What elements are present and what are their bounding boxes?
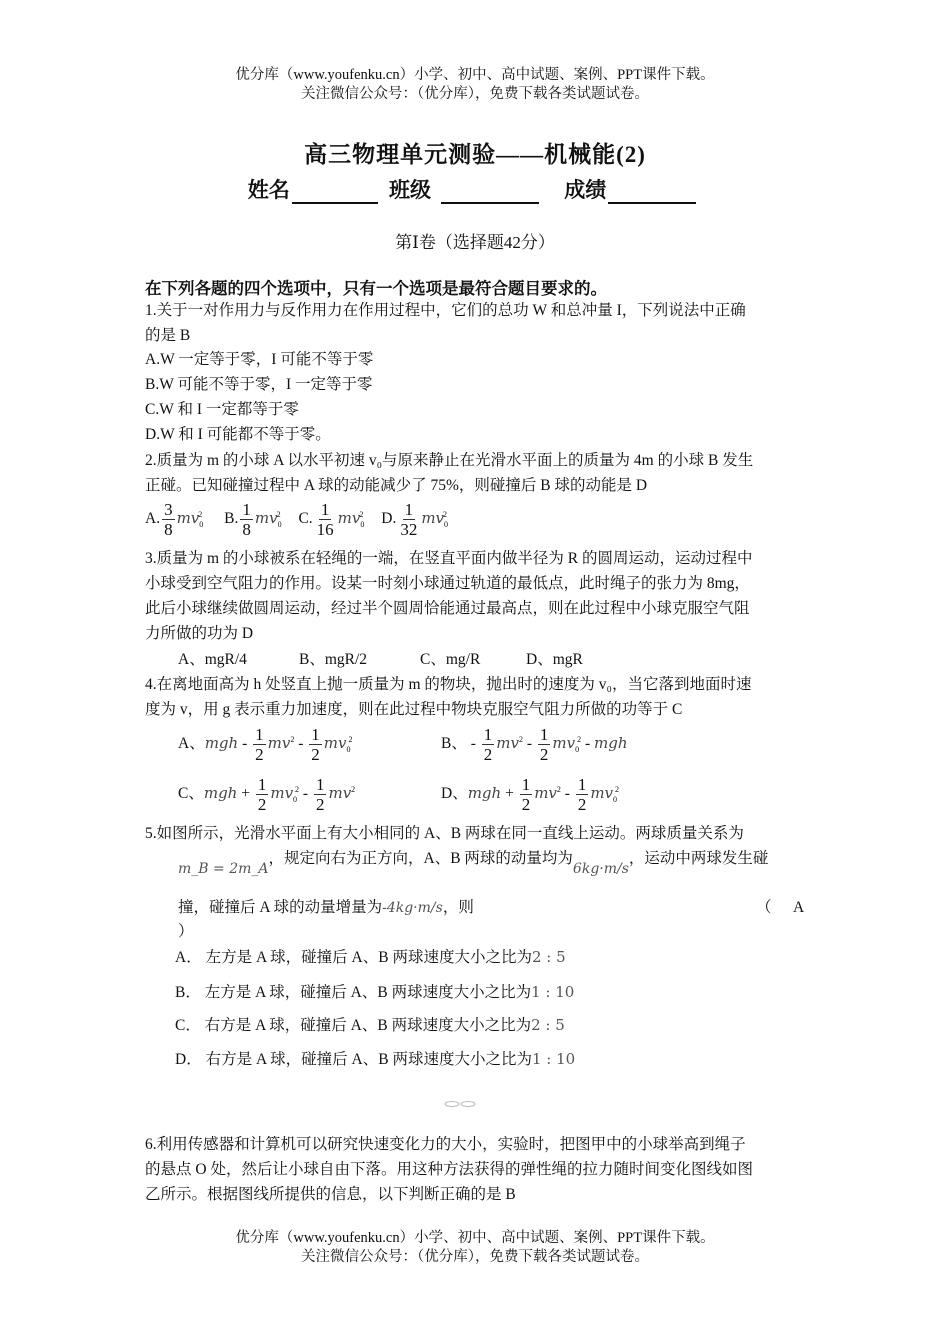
q6-stem-3: 乙所示。根据图线所提供的信息，以下判断正确的是 B bbox=[145, 1186, 516, 1203]
q4-option-c: C、mgh + $\frac{1}{2}$ $mv_0^2$ - $\frac{1}{2}$ $mv^2$ bbox=[178, 775, 356, 814]
score-blank bbox=[608, 180, 696, 204]
instruction: 在下列各题的四个选项中，只有一个选项是最符合题目要求的。 bbox=[145, 279, 607, 298]
q3-option-b: B、mgR/2 bbox=[299, 651, 368, 668]
q3-stem-4: 力所做的功为 D bbox=[145, 625, 254, 642]
q3-option-a: A、mgR/4 bbox=[178, 651, 247, 668]
class-blank bbox=[441, 180, 539, 204]
q5-momentum: 6kg·m/s bbox=[572, 861, 629, 877]
footer-line-1: 优分库（www.youfenku.cn）小学、初中、高中试题、案例、PPT课件下载。 bbox=[235, 1230, 715, 1246]
name-row bbox=[0, 174, 950, 204]
q1-option-b: B.W 可能不等于零，I 一定等于零 bbox=[145, 376, 373, 393]
q3-option-d: D、mgR bbox=[526, 651, 583, 668]
q2-options bbox=[145, 500, 447, 539]
q4-option-d: D、mgh + $\frac{1}{2}$ $mv^2$ - $\frac{1}{2}$ $mv_0^2$ bbox=[441, 775, 620, 814]
q2-stem-1: 2.质量为 m 的小球 A 以水平初速 v₀与原来静止在光滑水平面上的质量为 4m 的小球 B 发生 bbox=[145, 452, 754, 469]
q2-option-d: D. $\frac{1}{32}$ $mv_0^2$ bbox=[381, 500, 449, 539]
volume-heading: 第Ⅰ卷（选择题42分） bbox=[395, 233, 555, 252]
q5-option-c: C． 右方是 A 球，碰撞后 A、B 两球速度大小之比为2 : 5 bbox=[175, 1016, 565, 1034]
header-line-2: 关注微信公众号：（优分库），免费下载各类试题试卷。 bbox=[301, 86, 649, 102]
q5-mass-relation: m_B = 2m_A bbox=[178, 861, 269, 877]
q5-option-a: A． 左方是 A 球，碰撞后 A、B 两球速度大小之比为2 : 5 bbox=[175, 948, 566, 966]
footer-line-2: 关注微信公众号：（优分库），免费下载各类试题试卷。 bbox=[301, 1249, 649, 1265]
q3-stem-1: 3.质量为 m 的小球被系在轻绳的一端，在竖直平面内做半径为 R 的圆周运动，运动过程中 bbox=[145, 550, 753, 567]
q1-stem-2: 的是 B bbox=[145, 327, 191, 344]
q4-option-b: B、 - $\frac{1}{2}$ $mv^2$ - $\frac{1}{2}$ $mv_0^2$ - mgh bbox=[441, 725, 628, 764]
q1-option-c: C.W 和 I 一定都等于零 bbox=[145, 401, 299, 418]
q6-stem-1: 6.利用传感器和计算机可以研究快速变化力的大小，实验时，把图甲中的小球举高到绳子 bbox=[145, 1136, 746, 1153]
q2-option-a: A. $\frac{3}{8}$ $mv_0^2$ bbox=[145, 500, 204, 539]
figure-placeholder-mark bbox=[440, 1100, 480, 1108]
q2-option-b: B. $\frac{1}{8}$ $mv_0^2$ bbox=[224, 500, 282, 539]
name-blank bbox=[292, 180, 378, 204]
header-line-1: 优分库（www.youfenku.cn）小学、初中、高中试题、案例、PPT课件下载。 bbox=[235, 67, 715, 83]
q6-stem-2: 的悬点 O 处，然后让小球自由下落。用这种方法获得的弹性绳的拉力随时间变化图线如图 bbox=[145, 1161, 753, 1178]
q5-answer: A bbox=[793, 899, 805, 916]
q4-stem-1: 4.在离地面高为 h 处竖直上抛一质量为 m 的物块，抛出时的速度为 v₀，当它落到地面时速 bbox=[145, 676, 752, 693]
name-label: 姓名 bbox=[247, 178, 290, 202]
q5-stem-1: 5.如图所示，光滑水平面上有大小相同的 A、B 两球在同一直线上运动。两球质量关系为 bbox=[145, 825, 744, 842]
q5-delta-momentum: -4kg·m/s bbox=[382, 900, 443, 916]
score-label: 成绩 bbox=[564, 178, 607, 202]
q5-stem-2: m_B = 2m_A，规定向右为正方向，A、B 两球的动量均为6kg·m/s，运动中两球发生碰 bbox=[178, 850, 769, 877]
q4-stem-2: 度为 v，用 g 表示重力加速度，则在此过程中物块克服空气阻力所做的功等于 C bbox=[145, 701, 683, 718]
class-label: 班级 bbox=[389, 178, 431, 202]
q1-stem-1: 1.关于一对作用力与反作用力在作用过程中，它们的总功 W 和总冲量 I，下列说法中正确 bbox=[145, 302, 746, 319]
page-title: 高三物理单元测验——机械能(2) bbox=[304, 142, 646, 167]
q3-stem-2: 小球受到空气阻力的作用。设某一时刻小球通过轨道的最低点，此时绳子的张力为 8mg， bbox=[145, 575, 750, 592]
q4-option-a: A、mgh - $\frac{1}{2}$ $mv^2$ - $\frac{1}{2}$ $mv_0^2$ bbox=[178, 725, 353, 764]
q5-stem-3: 撞，碰撞后 A 球的动量增量为-4kg·m/s，则 bbox=[178, 899, 474, 916]
q3-stem-3: 此后小球继续做圆周运动，经过半个圆周恰能通过最高点，则在此过程中小球克服空气阻 bbox=[145, 600, 750, 617]
q5-option-d: D． 右方是 A 球，碰撞后 A、B 两球速度大小之比为1 : 10 bbox=[175, 1050, 576, 1068]
q2-option-c: C. $\frac{1}{16}$ $mv_0^2$ bbox=[298, 500, 365, 539]
q1-option-d: D.W 和 I 可能都不等于零。 bbox=[145, 426, 331, 443]
q3-option-c: C、mg/R bbox=[420, 651, 481, 668]
q1-option-a: A.W 一定等于零，I 可能不等于零 bbox=[145, 351, 374, 368]
q5-paren-open: （ bbox=[756, 899, 772, 916]
q5-paren-close: ） bbox=[178, 923, 194, 940]
q5-option-b: B． 左方是 A 球，碰撞后 A、B 两球速度大小之比为1 : 10 bbox=[175, 983, 575, 1001]
q2-stem-2: 正碰。已知碰撞过程中 A 球的动能减少了 75%，则碰撞后 B 球的动能是 D bbox=[145, 477, 648, 494]
